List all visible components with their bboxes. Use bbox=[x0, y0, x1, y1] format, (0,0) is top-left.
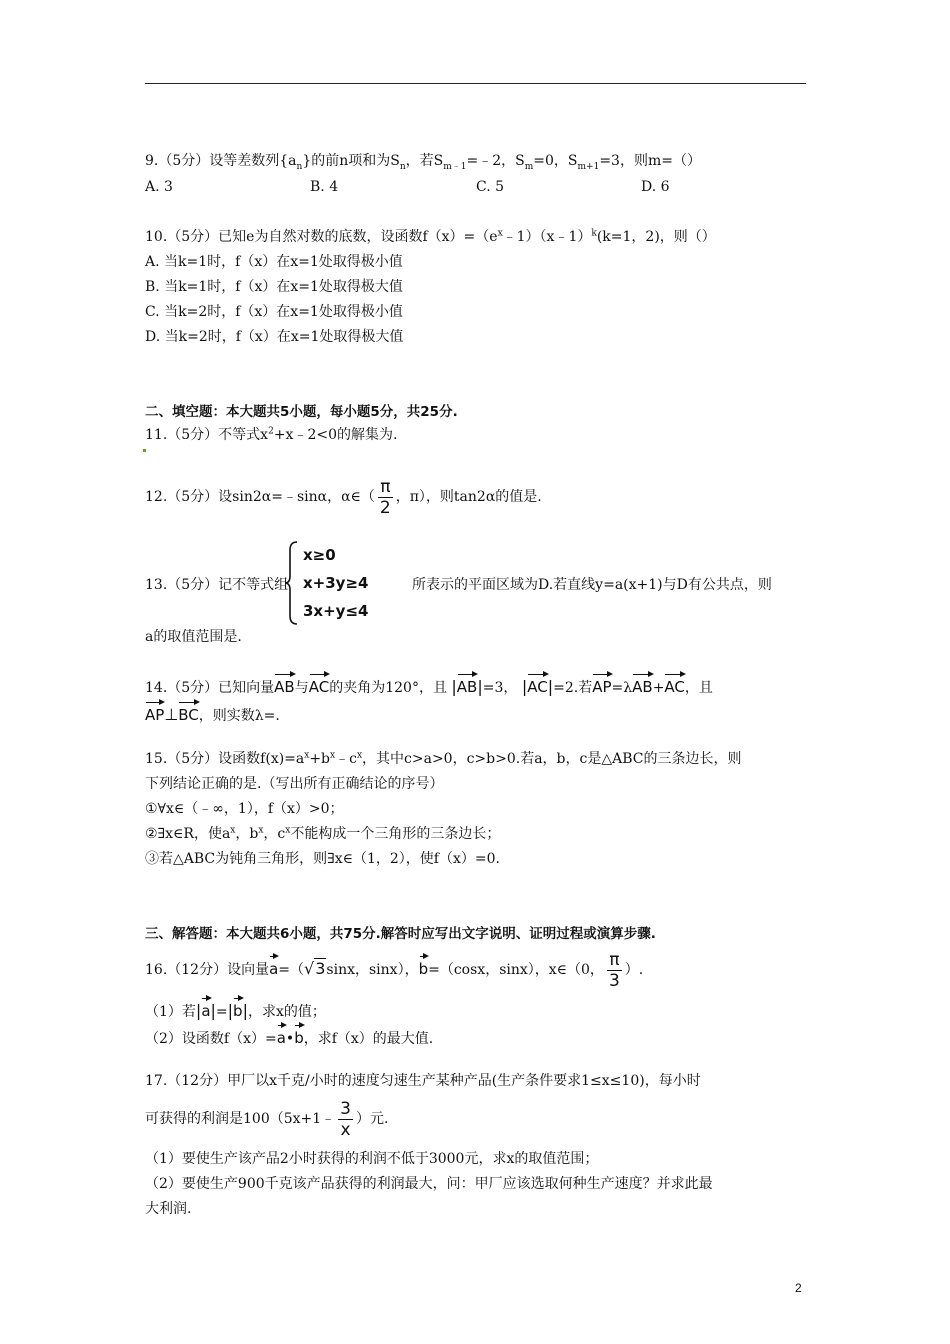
system-row-3: 3x+y≤4 bbox=[303, 602, 369, 620]
vector-ac-abs: AC bbox=[527, 670, 547, 695]
vector-ac-2: AC bbox=[664, 670, 684, 695]
question-16-part-1: （1）若|a|=|b|，求x的值； bbox=[145, 994, 326, 1024]
question-17-line1: 17.（12分）甲厂以x千克/小时的速度匀速生产某种产品(生产条件要求1≤x≤10)，每小时 bbox=[145, 1073, 701, 1089]
question-13-line2: a的取值范围是. bbox=[145, 629, 242, 645]
inequality-system bbox=[283, 540, 403, 626]
q10-option-d: D. 当k=2时，f（x）在x=1处取得极大值 bbox=[145, 329, 404, 345]
system-row-2: x+3y≥4 bbox=[303, 574, 369, 592]
question-15-item-1: ①∀x∈（﹣∞，1），f（x）>0； bbox=[145, 801, 344, 817]
q9-option-a: A. 3 bbox=[145, 179, 173, 195]
question-17-part-2-cont: 大利润. bbox=[145, 1201, 192, 1217]
question-17-part-2: （2）要使生产900千克该产品获得的利润最大，问：甲厂应该选取何种生产速度？并求此最 bbox=[145, 1176, 713, 1192]
vector-b-dot: b bbox=[294, 1021, 304, 1046]
page-number: 2 bbox=[795, 1281, 802, 1295]
question-17-part-1: （1）要使生产该产品2小时获得的利润不低于3000元，求x的取值范围； bbox=[145, 1151, 599, 1167]
q9-option-c: C. 5 bbox=[476, 179, 505, 195]
question-12: 12.（5分）设sin2α=﹣sinα，α∈（ $\frac{\pi}{2}$ ，π），则tan2α的值是. bbox=[145, 476, 542, 518]
fraction-pi-over-2: $\frac{\pi}{2}$ bbox=[379, 476, 391, 518]
header-rule bbox=[145, 83, 806, 84]
section-2-heading: 二、填空题：本大题共5小题，每小题5分，共25分. bbox=[145, 404, 458, 420]
question-17-line2: 可获得的利润是100（5x+1﹣ $\frac{3}{x}$ ）元. bbox=[145, 1098, 389, 1140]
vector-b-abs: b bbox=[233, 994, 243, 1019]
question-9: 9.（5分）设等差数列$\{a_n\}$的前n项和为$S_n$，若$S_{m﹣1}=﹣2$，$S_m=0$，$S_{m+1}=3$，则m=（） bbox=[145, 153, 701, 172]
section-3-heading: 三、解答题：本大题共6小题，共75分.解答时应写出文字说明、证明过程或演算步骤. bbox=[145, 926, 656, 942]
question-15-item-3: ③若△ABC为钝角三角形，则∃x∈（1，2），使f（x）=0. bbox=[145, 851, 500, 867]
vector-ab: AB bbox=[274, 670, 295, 695]
q10-option-c: C. 当k=2时，f（x）在x=1处取得极小值 bbox=[145, 304, 403, 320]
q9-option-d: D. 6 bbox=[641, 179, 670, 195]
vector-b: b bbox=[419, 952, 429, 977]
question-14-line1: 14.（5分）已知向量AB与AC的夹角为120°，且 |AB|=3， |AC|=2.若AP=λAB+AC，且 bbox=[145, 670, 713, 702]
question-14-line2: AP⊥BC，则实数λ=. bbox=[145, 698, 280, 730]
question-15-item-2: ②∃x∈R，使$a^x$，$b^x$，$c^x$不能构成一个三角形的三条边长； bbox=[145, 825, 501, 842]
vector-ac: AC bbox=[309, 670, 329, 695]
question-16-line1: 16.（12分）设向量a=（√3sinx，sinx），b=（cosx，sinx），x∈（0， $\frac{\pi}{3}$ ）. bbox=[145, 949, 644, 991]
question-15-line1: 15.（5分）设函数$f(x)=a^x+b^x﹣c^x$，其中c>a>0，c>b>0.若a，b，c是△ABC的三条边长，则 bbox=[145, 750, 742, 767]
vector-a: a bbox=[269, 952, 278, 977]
system-row-1: x≥0 bbox=[303, 546, 336, 564]
vector-ab-abs: AB bbox=[457, 670, 478, 695]
q9-option-b: B. 4 bbox=[310, 179, 339, 195]
vector-ap: AP bbox=[592, 670, 611, 695]
sqrt-3: √3 bbox=[304, 959, 326, 978]
question-16-part-2: （2）设函数f（x）=a•b，求f（x）的最大值. bbox=[145, 1021, 433, 1051]
vector-a-abs: a bbox=[201, 994, 210, 1019]
vector-bc: BC bbox=[178, 698, 199, 723]
question-13-line1: 13.（5分）记不等式组 bbox=[145, 577, 289, 593]
question-15-line2: 下列结论正确的是.（写出所有正确结论的序号） bbox=[145, 776, 444, 792]
vector-ab-2: AB bbox=[632, 670, 653, 695]
left-brace-icon bbox=[283, 540, 299, 626]
vector-a-dot: a bbox=[277, 1021, 286, 1046]
vector-ap-2: AP bbox=[145, 698, 164, 723]
q10-option-a: A. 当k=1时，f（x）在x=1处取得极小值 bbox=[145, 254, 403, 270]
fraction-3-over-x: $\frac{3}{x}$ bbox=[340, 1098, 351, 1140]
question-11: 11.（5分）不等式$x^2+x﹣2<0$的解集为. bbox=[145, 426, 398, 443]
q10-option-b: B. 当k=1时，f（x）在x=1处取得极大值 bbox=[145, 279, 403, 295]
stray-mark bbox=[143, 449, 146, 452]
question-13-line1-rest: 所表示的平面区域为D.若直线y=a(x+1)与D有公共点，则 bbox=[412, 577, 772, 593]
question-10: 10.（5分）已知e为自然对数的底数，设函数$f(x)=(e^x﹣1)(x﹣1)^k(k=1$，2)，则（） bbox=[145, 228, 716, 245]
fraction-pi-over-3: $\frac{\pi}{3}$ bbox=[608, 949, 620, 991]
